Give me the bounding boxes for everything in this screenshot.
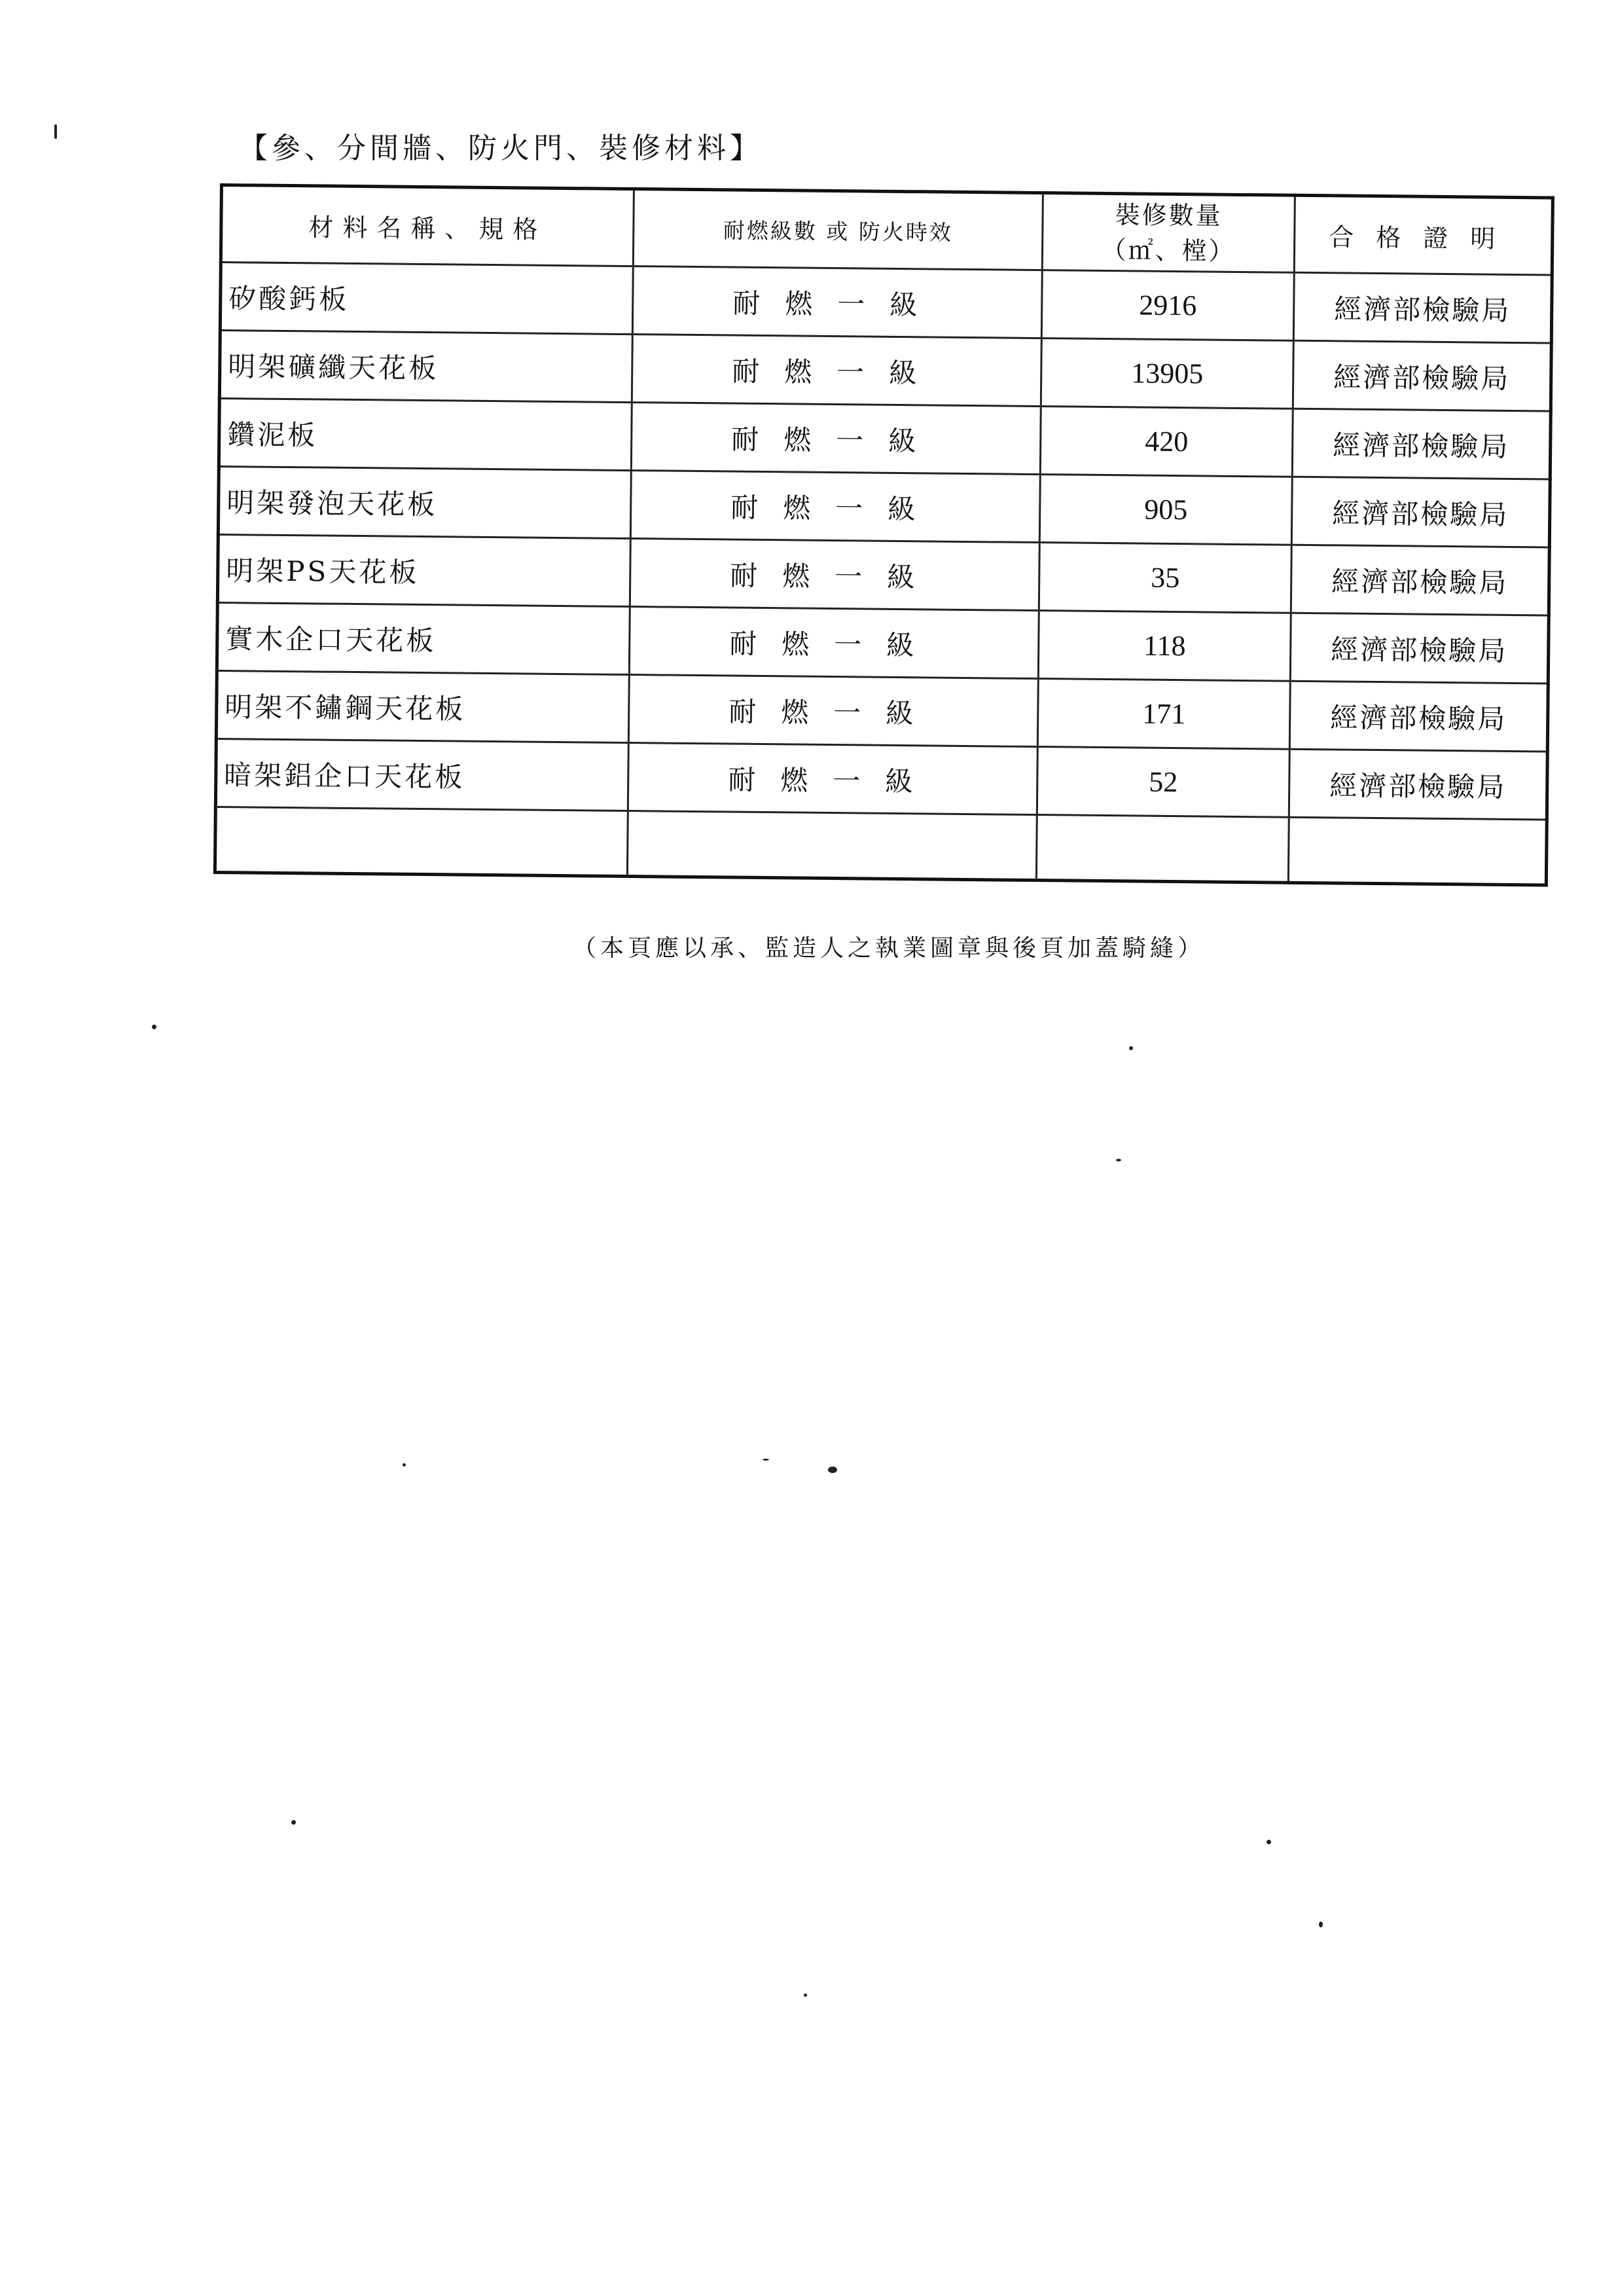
fire-rating-cell: 耐燃一級	[630, 471, 1040, 543]
material-name-cell: 明架PS天花板	[217, 534, 630, 606]
material-name-cell: 明架發泡天花板	[218, 467, 631, 539]
material-name-cell: 實木企口天花板	[217, 602, 630, 674]
scan-speck	[804, 1994, 807, 1997]
scan-speck	[152, 1025, 156, 1029]
header-quantity-line2: （㎡、樘）	[1101, 235, 1236, 266]
scan-speck	[828, 1467, 837, 1473]
material-name-cell: 明架不鏽鋼天花板	[216, 670, 629, 742]
material-name-cell: 矽酸鈣板	[220, 263, 633, 335]
table-row	[217, 602, 1549, 683]
header-certificate: 合格證明	[1294, 195, 1553, 275]
scan-speck	[1129, 1046, 1133, 1050]
scan-speck	[763, 1459, 769, 1461]
scan-speck	[403, 1463, 406, 1467]
seal-footnote: （本頁應以承、監造人之執業圖章與後頁加蓋騎縫）	[573, 935, 1206, 962]
quantity-cell: 2916	[1041, 270, 1294, 341]
table-row	[216, 670, 1548, 752]
header-quantity-line1: 裝修數量	[1115, 200, 1223, 230]
table-row	[215, 738, 1547, 820]
certificate-cell: 經濟部檢驗局	[1290, 613, 1549, 683]
scan-speck	[1116, 1159, 1121, 1161]
header-quantity	[1042, 193, 1295, 273]
fire-rating-cell: 耐燃一級	[632, 335, 1041, 407]
material-name-cell: 鑽泥板	[219, 399, 632, 471]
quantity-cell: 52	[1037, 747, 1289, 818]
table-row	[218, 467, 1550, 548]
empty-cell	[627, 811, 1037, 881]
table-row	[217, 534, 1549, 615]
fire-rating-cell: 耐燃一級	[631, 403, 1041, 475]
quantity-cell: 420	[1040, 407, 1293, 477]
empty-table-row	[215, 807, 1547, 885]
fire-rating-cell: 耐燃一級	[628, 743, 1037, 815]
fire-rating-cell: 耐燃一級	[629, 607, 1039, 679]
empty-cell	[1036, 815, 1289, 883]
table-row	[220, 263, 1552, 344]
quantity-cell: 905	[1039, 475, 1292, 545]
certificate-cell: 經濟部檢驗局	[1291, 477, 1550, 547]
header-row	[221, 185, 1553, 276]
certificate-cell: 經濟部檢驗局	[1293, 340, 1551, 411]
header-material-name: 材料名稱、規格	[221, 185, 634, 266]
certificate-cell: 經濟部檢驗局	[1293, 272, 1552, 343]
fire-rating-cell: 耐燃一級	[630, 539, 1039, 611]
certificate-cell: 經濟部檢驗局	[1291, 545, 1549, 615]
table-row	[219, 331, 1551, 412]
section-title: 【參、分間牆、防火門、裝修材料】	[239, 132, 763, 165]
scan-speck	[291, 1820, 296, 1825]
fire-rating-cell: 耐燃一級	[628, 675, 1038, 747]
fire-rating-cell: 耐燃一級	[632, 266, 1042, 338]
quantity-cell: 35	[1039, 543, 1291, 613]
scan-speck	[54, 124, 57, 139]
quantity-cell: 118	[1038, 611, 1291, 682]
quantity-cell: 13905	[1041, 338, 1293, 409]
scan-speck	[1267, 1840, 1271, 1844]
empty-cell	[215, 807, 628, 876]
certificate-cell: 經濟部檢驗局	[1289, 749, 1547, 820]
quantity-cell: 171	[1037, 679, 1290, 750]
materials-table-wrapper	[213, 183, 1551, 886]
materials-table	[213, 183, 1555, 887]
material-name-cell: 暗架鋁企口天花板	[215, 738, 628, 811]
certificate-cell: 經濟部檢驗局	[1289, 681, 1548, 752]
table-row	[219, 399, 1551, 480]
scan-speck	[1319, 1922, 1323, 1927]
header-fire-rating: 耐燃級數 或 防火時效	[633, 189, 1043, 270]
empty-cell	[1288, 817, 1547, 885]
material-name-cell: 明架礦纖天花板	[219, 331, 632, 403]
certificate-cell: 經濟部檢驗局	[1292, 409, 1551, 479]
